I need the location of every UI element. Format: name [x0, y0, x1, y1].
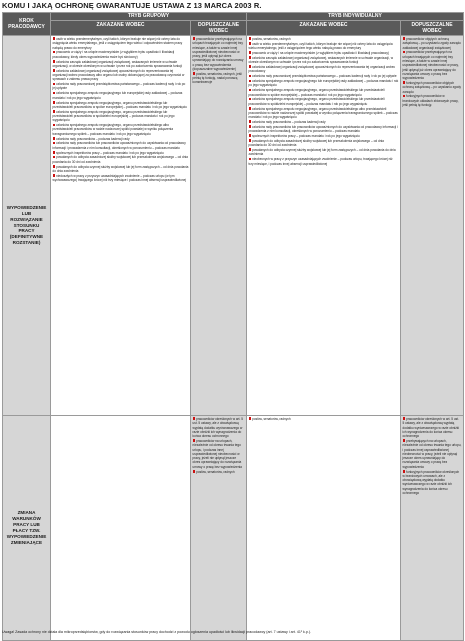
list-item [193, 37, 245, 71]
list-item-text: społecznych inspektorów pracy – podczas mandatu i rok po jego wygaśnięciu [56, 150, 164, 155]
red-square-bullet-icon [53, 83, 56, 86]
list-item [249, 51, 399, 55]
list-item [249, 148, 399, 157]
list-item-text: członków zakładowej organizacji związkowej upoważnionych do reprezentowania tej organizacji wobec pracodawcy [248, 65, 396, 74]
header-tryb-grupowy: TRYB GRUPOWY [51, 13, 247, 21]
red-square-bullet-icon [193, 439, 196, 442]
red-square-bullet-icon [249, 417, 252, 420]
list-item [193, 439, 245, 469]
list-item-text: posłów, senatorów, radnych [252, 37, 291, 41]
step-label: ZMIANA WARUNKÓW PRACY LUB PŁACY TZW. WYPOWIEDZENIE ZMIENIAJĄCE [3, 416, 51, 641]
list-item [249, 107, 399, 120]
red-square-bullet-icon [249, 158, 252, 161]
list-item-text: powołanych do odbycia zasadniczej służby wojskowej lub przeszkolenia wojskowego – od dnia powołania do 30 dni od zwolnienia [52, 155, 188, 164]
list-item [53, 101, 189, 110]
table-row-zmiana-warunkow [3, 416, 464, 641]
red-square-bullet-icon [403, 439, 406, 442]
list-item-text: funkcyjnych pracowników określonych w branżowych umowach, ale z obowiązkową wypłatą dodatku wyrównawczego w razie obniżki ich wynagrodzenia do końca okresu ochronnego [402, 469, 460, 495]
list-item [403, 470, 462, 496]
red-square-bullet-icon [193, 470, 196, 473]
list-item [53, 137, 189, 141]
list-item-text: członków specjalnego zespołu negocjacyjnego, organu przedstawicielskiego lub przedstawicieli pracowników w spółce europejskiej – podczas mandatu i rok po jego wygaśnięciu [248, 88, 385, 97]
red-square-bullet-icon [249, 89, 252, 92]
ind-zakazane-cell [247, 416, 401, 641]
list-item [403, 50, 462, 80]
list-item-text: członków rady pracowniczej przedsiębiorstwa państwowego – podczas kadencji rady i rok po jej upływie [52, 82, 186, 91]
list-item [53, 174, 189, 183]
list-item-text: osób w wieku przedemerytalnym, czyli takich, którym brakuje nie więcej niż cztery lata do osiągnięcia wieku emerytalnego, jeśli z osiągnięciem tego wieku nabędą prawo do emerytury [248, 41, 393, 51]
red-square-bullet-icon [403, 37, 406, 40]
list-item-text: członków rady pracowników – podczas kadencji rady [252, 120, 326, 124]
list-item [53, 165, 189, 174]
list-item [53, 110, 189, 123]
header-ind-dopuszczalne: DOPUSZCZALNE WOBEC [401, 21, 464, 36]
list-item-text: niedoszłych w pracy z przyczyn uzasadniających zwolnienie – podczas urlopu (w tym wychowawczego) trwającego krócej niż trzy miesiące i podczas innej absencji usprawiedliwionej [52, 173, 187, 183]
list-item-text: członków zakładowej organizacji związkowej upoważnionych do reprezentowania tej organizacji wobec pracodawcy albo organu lub osoby dokonującej za pracodawcę czynności w sprawach z zakresu prawa pracy [52, 68, 185, 82]
list-item-text: członków zarządu zakładowej organizacji związkowej, wskazanych imiennie w uchwale organizacji, w okresie określonym w uchwale i przez rok po zakończeniu sprawowania funkcji [248, 55, 393, 65]
red-square-bullet-icon [53, 165, 56, 168]
list-item-text: posłów, senatorów, radnych [196, 469, 235, 474]
list-item [249, 65, 399, 74]
list-item [403, 439, 462, 469]
list-item [53, 151, 189, 155]
list-item [193, 470, 245, 474]
list-item [53, 60, 189, 69]
list-item [249, 88, 399, 97]
red-square-bullet-icon [249, 56, 252, 59]
red-square-bullet-icon [249, 139, 252, 142]
list-item-text: członków specjalnego zespołu negocjacyjnego, organu przedstawicielskiego lub przedstawicieli pracowników w spółdzielni europejskiej – podczas mandatu i rok po jego wygaśnięciu [248, 97, 385, 106]
red-square-bullet-icon [53, 151, 56, 154]
red-square-bullet-icon [53, 60, 56, 63]
red-square-bullet-icon [53, 37, 56, 40]
red-square-bullet-icon [53, 174, 56, 177]
list-item-text: członków specjalnego zespołu negocjacyjnego lub europejskiej rady zakładowej – podczas mandatu i rok po jego wygaśnięciu [248, 79, 399, 88]
ind-dopuszczalne-cell [401, 416, 464, 641]
list-item [53, 69, 189, 82]
header-ind-zakazane: ZAKAZANE WOBEC [247, 21, 401, 36]
red-square-bullet-icon [249, 75, 252, 78]
list-item-text: osób w wieku przedemerytalnym, czyli takich, którym brakuje nie więcej niż cztery lata do osiągnięcia wieku emerytalnego, jeśli z osiągnięciem tego wieku i odpowiednim stażem pracy nabędą prawo do emerytury [52, 37, 183, 50]
red-square-bullet-icon [403, 95, 406, 98]
list-item [249, 125, 399, 134]
list-item-text: przebywających na urlopach, niezależnie od okresu trwania tego urlopu, i podczas innej usprawiedliwionej nieobecności w pracy, jeżeli nie upłynął jeszcze okres uprawniający do rozwiązania umowy o pracę bez wypowiedzenia [402, 439, 462, 469]
list-item-text: członków specjalnego zespołu negocjacyjnego, organu przedstawicielskiego albo przedstawicieli pracowników w radzie nadzorczej spółki powstałej w wyniku połączenia transgranicznego spółek – podczas mandatu i rok po jego wygaśnięciu [52, 123, 173, 136]
red-square-bullet-icon [53, 142, 56, 145]
list-item [249, 42, 399, 51]
protection-table [2, 12, 464, 641]
list-item-text: członków rady pracowników lub pracowników upoważnionych do uzyskiwania od pracodawcy informacji i prowadzenia z nim konsultacji, określonych w porozumieniu – podczas mandatu [52, 141, 186, 150]
list-item-text: członków specjalnego zespołu negocjacyjnego, organu przedstawicielskiego lub przedstawicieli pracowników w spółdzielni europejskiej – podczas mandatu i rok po jego wygaśnięciu [52, 109, 175, 123]
list-item [249, 139, 399, 148]
list-item-text: pracowników przebywających na urlopach trwających co najmniej trzy miesiące, a także w czasie innej usprawiedliwionej nieobecności w pracy, jeśli upłynął już okres uprawniający do rozwiązania umowy o pracę bez wypowiedzenia (dopuszczalne wypowiedzenie) [192, 37, 244, 71]
header-tryb-indywidualny: TRYB INDYWIDUALNY [247, 13, 464, 21]
red-square-bullet-icon [249, 80, 252, 83]
list-item-text: pracowników określonych w art. 5 ust. 5 ustawy, ale z obowiązkową wypłatą dodatku wyrównawczego w razie obniżki ich wynagrodzenia do końca okresu ochronnego [402, 417, 460, 439]
red-square-bullet-icon [53, 92, 56, 95]
header-grp-zakazane: ZAKAZANE WOBEC [51, 21, 191, 36]
list-item-text: pracownic w ciąży i na urlopie macierzyńskim (z wyjątkiem trybu upadłości i likwidacji pracodawcy, kiedy okres wypowiedzenia może być skrócony) [52, 50, 175, 59]
red-square-bullet-icon [403, 417, 406, 420]
list-item [249, 120, 399, 124]
list-item-text: pracowników przebywających na urlopach trwających co najmniej trzy miesiące, a także w czasie innej usprawiedliwionej nieobecności w pracy, jeśli upłynął już okres uprawniający do rozwiązania umowy o pracę bez wypowiedzenia [402, 50, 459, 81]
ind-zakazane-cell [247, 36, 401, 416]
list-item [249, 97, 399, 106]
list-item [53, 91, 189, 100]
red-square-bullet-icon [249, 65, 252, 68]
list-item [403, 417, 462, 438]
header-krok: KROK PRACODAWCY [3, 13, 51, 36]
list-item [249, 79, 399, 88]
list-item-text: członków rady pracowników lub pracowników upoważnionych do uzyskiwania od pracodawcy informacji i prowadzenia z nim konsultacji, określonych w porozumieniu – podczas mandatu [248, 124, 398, 134]
list-item [53, 82, 189, 91]
list-item-text: nieobecnych w pracy z przyczyn uzasadniających zwolnienie – podczas urlopu, trwającego krócej niż trzy miesiące, i podczas innej absencji usprawiedliwionej [248, 157, 393, 166]
list-item-text: funkcyjnych pracowników w branżowych układach zbiorowych pracy, jeśli pełnią tę funkcję [402, 94, 459, 107]
grp-zakazane-cell [51, 36, 191, 416]
red-square-bullet-icon [53, 137, 56, 140]
red-square-bullet-icon [53, 69, 56, 72]
list-item [403, 37, 462, 50]
list-item [53, 123, 189, 136]
table-row-wypowiedzenie [3, 36, 464, 416]
red-square-bullet-icon [249, 98, 252, 101]
red-square-bullet-icon [53, 51, 56, 54]
list-item-text: członków specjalnego zespołu negocjacyjnego, organu przedstawicielskiego albo przedstawicieli pracowników w radzie nadzorczej spółki powstałej w wyniku połączenia transgranicznego spółek – podczas mandatu i rok po jego wygaśnięciu [248, 106, 398, 120]
list-item [249, 134, 399, 138]
list-item-text: społecznych inspektorów pracy – podczas mandatu i rok po jego wygaśnięciu [252, 134, 360, 139]
list-item-text: powołanych do odbycia zasadniczej służby wojskowej lub przeszkolenia wojskowego – od dnia powołania do 30 dni od zwolnienia [248, 138, 384, 148]
red-square-bullet-icon [249, 37, 252, 40]
list-item [403, 81, 462, 94]
grp-zakazane-cell [51, 416, 191, 641]
list-item [53, 37, 189, 50]
list-item-text: pracowników określonych w art. 5 ust. 5 ustawy, ale z obowiązkową wypłatą dodatku wyrównawczego w razie obniżki ich wynagrodzenia do końca okresu ochronnego [192, 417, 244, 439]
list-item [249, 157, 399, 166]
list-item [249, 417, 399, 421]
list-item [249, 37, 399, 41]
list-item-text: funkcyjnych pracowników objętych ochroną związkową – po uzyskaniu zgody zarządu [402, 81, 461, 94]
red-square-bullet-icon [193, 417, 196, 420]
page-title: KOMU I JAKĄ OCHRONĘ GWARANTUJE USTAWA Z 13 MARCA 2003 R. [2, 1, 262, 10]
list-item [53, 155, 189, 164]
red-square-bullet-icon [193, 72, 196, 75]
list-item-text: powołanych do odbycia czynnej służby wojskowej lub jej form zastępczych – od dnia powołania do dnia zwolnienia [52, 164, 189, 173]
list-item-text: pracowników objętych ochroną związkową – po uzyskaniu zgody zarządu zakładowej organizacji związkowej [402, 37, 461, 50]
red-square-bullet-icon [249, 125, 252, 128]
red-square-bullet-icon [53, 101, 56, 104]
list-item [249, 74, 399, 78]
list-item [193, 72, 245, 85]
red-square-bullet-icon [403, 51, 406, 54]
list-item [53, 50, 189, 59]
red-square-bullet-icon [249, 51, 252, 54]
list-item-text: członków specjalnego zespołu negocjacyjnego, organu przedstawicielskiego lub przedstawicieli pracowników w spółce europejskiej – podczas mandatu i rok po jego wygaśnięciu [52, 100, 187, 109]
header-grp-dopuszczalne: DOPUSZCZALNE WOBEC [191, 21, 247, 36]
list-item [249, 56, 399, 65]
step-label: WYPOWIEDZENIE LUB ROZWIĄZANIE STOSUNKU PRACY (DEFINITYWNE ROZSTANIE) [3, 36, 51, 416]
list-item-text: członków rady pracowników – podczas kadencji rady [56, 136, 130, 141]
list-item [193, 417, 245, 438]
list-item-text: członków rady pracowniczej przedsiębiorstwa państwowego – podczas kadencji rady i rok po jej upływie [252, 74, 397, 79]
red-square-bullet-icon [53, 156, 56, 159]
red-square-bullet-icon [403, 81, 406, 84]
list-item [53, 141, 189, 150]
red-square-bullet-icon [249, 134, 252, 137]
red-square-bullet-icon [403, 470, 406, 473]
list-item-text: pracownic w ciąży i na urlopie macierzyńskim (z wyjątkiem trybu upadłości i likwidacji pracodawcy) [252, 51, 389, 56]
footnote: Uwaga! Zasada ochrony nie działa dla mikroprzedsiębiorstw, gdy do rozwiązania stosunków pracy dochodzi z powodu ogłoszenia upadłości lub likwidacji pracodawcy (art. 7 ustawy i art. 41¹ k.p.). [2, 630, 312, 634]
list-item-text: posłów, senatorów, radnych, jeśli pełnią tę funkcję, nadal ponoszą konsekwencje [192, 71, 242, 85]
ind-dopuszczalne-cell [401, 36, 464, 416]
list-item-text: członków specjalnego zespołu negocjacyjnego lub europejskiej rady zakładowej – podczas mandatu i rok po jego wygaśnięciu [52, 91, 183, 100]
list-item-text: pracowników na urlopach, niezależnie od okresu trwania tego urlopu, i podczas innej usprawiedliwionej nieobecności w pracy, jeżeli nie upłynął jeszcze okres uprawniający do rozwiązania umowy o pracę bez wypowiedzenia [192, 439, 242, 469]
red-square-bullet-icon [249, 42, 252, 45]
list-item [403, 94, 462, 107]
grp-dopuszczalne-cell [191, 36, 247, 416]
red-square-bullet-icon [193, 37, 196, 40]
list-item-text: członków zarządu zakładowej organizacji związkowej, wskazanych imiennie w uchwale organizacji, w okresie określonym w uchwale i przez rok po zakończeniu sprawowania funkcji [52, 59, 183, 68]
red-square-bullet-icon [53, 124, 56, 127]
grp-dopuszczalne-cell [191, 416, 247, 641]
list-item-text: posłów, senatorów, radnych [252, 417, 291, 421]
red-square-bullet-icon [53, 110, 56, 113]
red-square-bullet-icon [249, 148, 252, 151]
red-square-bullet-icon [249, 120, 252, 123]
red-square-bullet-icon [249, 107, 252, 110]
list-item-text: powołanych do odbycia czynnej służby wojskowej lub jej form zastępczych – od dnia powołania do dnia zwolnienia [248, 148, 396, 157]
